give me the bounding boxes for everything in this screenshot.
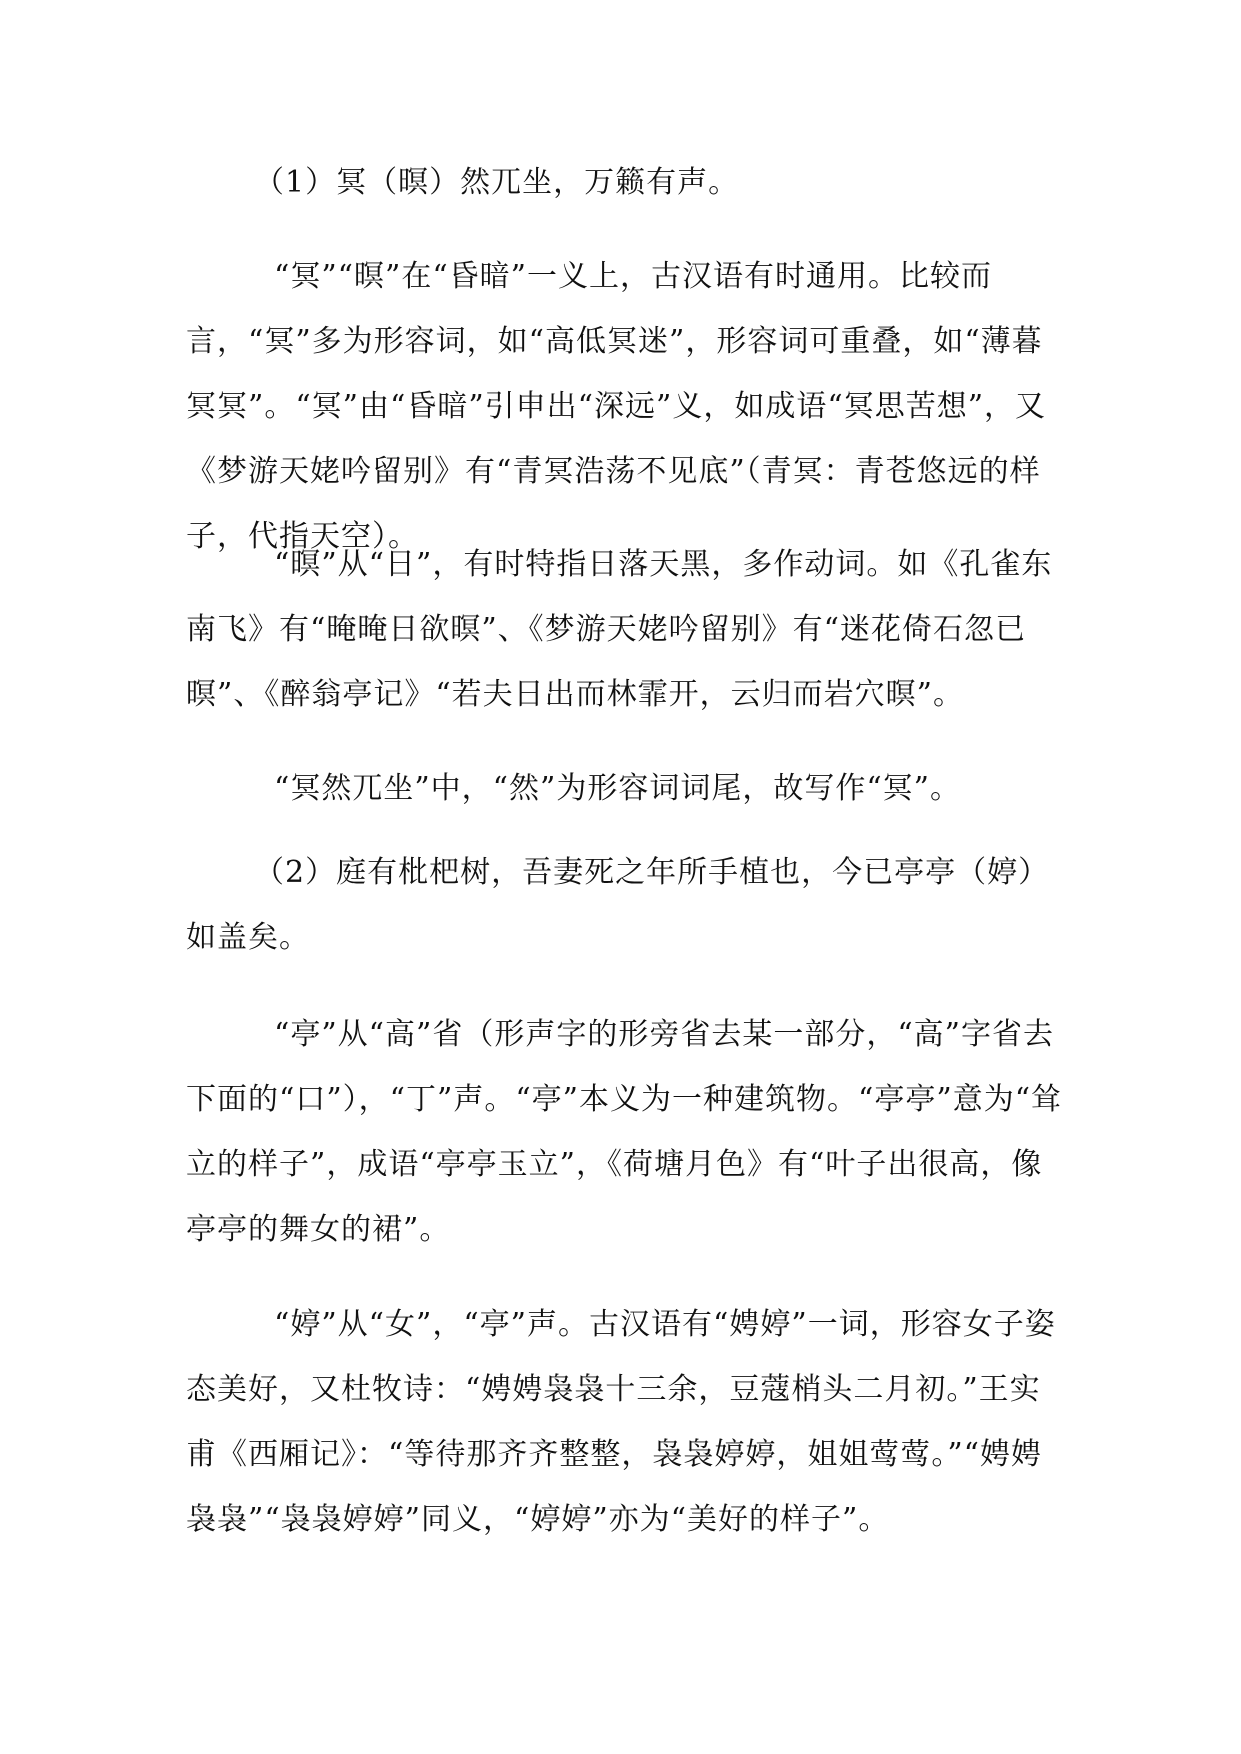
body-paragraph: “冥”“暝”在“昏暗”一义上，古汉语有时通用。比较而言，“冥”多为形容词，如“高低冥迷”，形容词可重叠，如“薄暮冥冥”。“冥”由“昏暗”引申出“深远”义，如成语“冥思苦想”，又《梦游天姥吟留别》有“青冥浩荡不见底”（青冥：青苍悠远的样子，代指天空）。 [186,259,1047,554]
section-heading-1: （1）冥（暝）然兀坐，万籁有声。 [254,165,740,200]
body-paragraph: “暝”从“日”，有时特指日落天黑，多作动词。如《孔雀东南飞》有“晻晻日欲暝”、《梦游天姥吟留别》有“迷花倚石忽已暝”、《醉翁亭记》“若夫日出而林霏开，云归而岩穴暝”。 [186,547,1053,712]
body-paragraph: “冥然兀坐”中，“然”为形容词词尾，故写作“冥”。 [274,771,962,806]
section-heading-2: （2）庭有枇杷树，吾妻死之年所手植也，今已亭亭（婷）如盖矣。 [186,855,1050,955]
body-paragraph: “亭”从“高”省（形声字的形旁省去某一部分，“高”字省去下面的“口”），“丁”声。“亭”本义为一种建筑物。“亭亭”意为“耸立的样子”，成语“亭亭玉立”，《荷塘月色》有“叶子出很高，像亭亭的舞女的裙”。 [186,1017,1063,1247]
body-paragraph: “婷”从“女”，“亭”声。古汉语有“娉婷”一词，形容女子姿态美好，又杜牧诗：“娉娉袅袅十三余，豆蔻梢头二月初。”王实甫《西厢记》：“等待那齐齐整整，袅袅婷婷，姐姐莺莺。”“娉娉袅袅”“袅袅婷婷”同义，“婷婷”亦为“美好的样子”。 [186,1307,1056,1537]
